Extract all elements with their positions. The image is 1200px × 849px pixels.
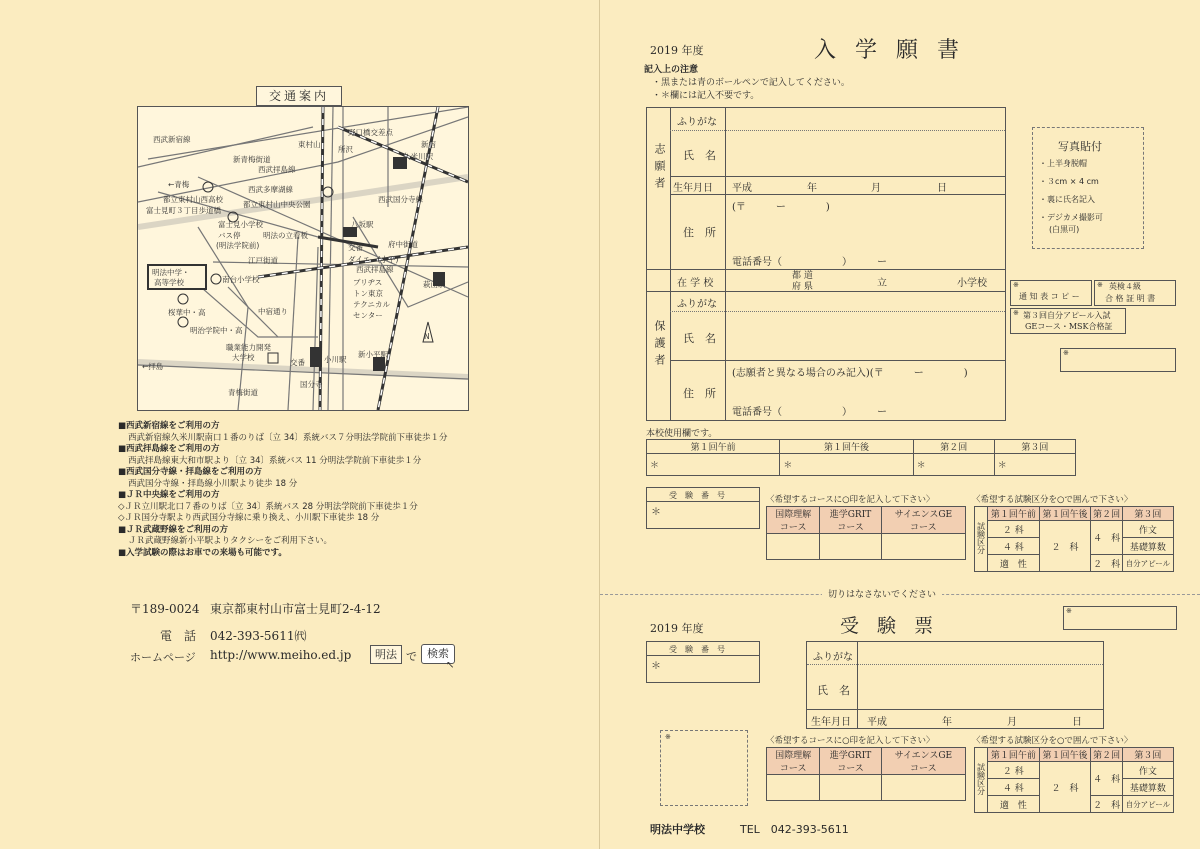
access-head: ■西武国分寺線・拝島線をご利用の方 (118, 467, 263, 477)
exam-opt[interactable]: ２ 科 (1091, 555, 1122, 572)
kubun-label: 試験区分 (975, 507, 988, 572)
address-label: 住 所 (683, 226, 716, 239)
ticket-name-block: ふりがな 氏 名 生年月日 平成 年 月 日 (806, 641, 1104, 729)
map-label: N (424, 332, 430, 341)
search-keyword-box: 明法 (370, 645, 402, 664)
course-table (766, 506, 966, 560)
guardian-address-label: 住 所 (683, 387, 716, 400)
map-label: 新青梅街道 (233, 155, 271, 164)
map-label: 大学校 (232, 353, 255, 362)
map-label: 交番 (348, 243, 363, 252)
map-label: 職業能力開発 (226, 343, 271, 352)
ticket-office-box: ※ (1063, 606, 1177, 630)
map-label: 江戸街道 (248, 256, 278, 265)
map-label: 明法中学・ (152, 268, 190, 277)
map-label: 西武新宿線 (153, 135, 191, 144)
left-page (0, 0, 599, 849)
homepage-url[interactable]: http://www.meiho.ed.jp (210, 648, 352, 662)
exam-opt[interactable]: ２ 科 (1039, 521, 1091, 572)
map-label: 高等学校 (154, 278, 184, 287)
school-label: 在 学 校 (677, 278, 714, 289)
exam-opt[interactable]: ４ 科 (1091, 521, 1122, 555)
map-label: トン東京 (353, 289, 383, 298)
access-body: ◇ＪＲ立川駅北口７番のりば〔立 34〕系統バス 28 分明法学院前下車徒歩１分 (118, 501, 418, 512)
prefecture-2: 府 県 (792, 282, 813, 292)
access-list (118, 421, 588, 559)
map-label: 南台小学校 (222, 275, 260, 284)
access-body: ◇ＪＲ国分寺駅より西武国分寺線に乗り換え、小川駅下車徒歩 18 分 (118, 513, 380, 523)
notice-2: ・＊欄には記入不要です。 (652, 91, 760, 101)
map-label: 都立東村山西高校 (163, 195, 223, 204)
elementary-label: 小学校 (957, 278, 987, 289)
exam-opt[interactable]: ２ 科 (988, 521, 1040, 538)
course-heading: 〈希望するコースに○印を記入して下さい〉 (766, 495, 935, 505)
ticket-year: 2019 年度 (650, 622, 704, 635)
notice-title: 記入上の注意 (644, 65, 699, 75)
course-science: サイエンスGE コース (881, 507, 965, 534)
course-grit: 進学GRIT コース (820, 507, 881, 534)
session-header: 第１回午後 (780, 440, 913, 454)
map-label: 小川駅 (324, 355, 347, 364)
photo-note-2: ・３cm × 4 cm (1039, 177, 1099, 186)
appeal-check[interactable]: ※ 第３回自分アピール入試 GEコース・MSK合格証 (1010, 308, 1126, 334)
photo-note-4: ・デジカメ撮影可 (1039, 213, 1103, 222)
map-label: ←拝島 (142, 362, 164, 371)
access-body: 西武拝島線東大和市駅より〔立 34〕系統バス 11 分明法学院前下車徒歩１分 (128, 455, 422, 466)
photo-note-1: ・上半身脱帽 (1039, 159, 1087, 168)
homepage-label: ホームページ (130, 651, 196, 664)
access-body: ＪＲ武蔵野線新小平駅よりタクシーをご利用下さい。 (128, 536, 333, 546)
session-table (646, 439, 1076, 476)
ticket-course-heading: 〈希望するコースに○印を記入して下さい〉 (766, 736, 935, 746)
guardian-label: 保護者 (653, 320, 666, 371)
ticket-school-name: 明法中学校 (650, 823, 705, 836)
ticket-exam-table: 試験区分 第１回午前 第１回午後 第２回 第３回 ２ 科 ２ 科 ４ 科 作文 ４ 科 基礎算数 適 性 ２ 科 自分アピール (974, 747, 1174, 813)
exam-heading: 〈希望する試験区分を○で囲んで下さい〉 (972, 495, 1133, 505)
access-body: 西武国分寺線・拝島線小川駅より徒歩 18 分 (128, 478, 298, 489)
ticket-photo-box: ※ (660, 730, 748, 806)
map-label: 西武拝島線 (356, 265, 394, 274)
map-label: (明法学院前) (216, 241, 260, 250)
access-head: ■西武新宿線をご利用の方 (118, 421, 220, 431)
map-label: 桜華中・高 (168, 308, 206, 317)
map-label: 八坂駅 (351, 220, 374, 229)
map-label: ブリヂス (353, 278, 383, 287)
session-cell: ＊ (913, 454, 994, 476)
map-label: 野口橋交差点 (348, 128, 393, 137)
birth-label: 生年月日 (673, 183, 713, 194)
exam-number-box: 受 験 番 号 ＊ (646, 487, 760, 529)
guardian-postal-field[interactable]: (志願者と異なる場合のみ記入)(〒 ー ) (732, 368, 968, 379)
name-label: 氏 名 (683, 149, 716, 162)
prefecture-1: 都 道 (792, 271, 813, 281)
search-button[interactable]: 検索 (421, 644, 455, 664)
tel-number: 042-393-5611㈹ (210, 629, 307, 643)
report-copy-check[interactable]: ※ 通 知 表 コ ピ ー (1010, 280, 1092, 306)
guardian-furigana-label: ふりがな (677, 299, 717, 310)
photo-box (1032, 127, 1144, 249)
access-map (137, 106, 469, 411)
map-label: 久米川駅 (403, 152, 433, 161)
ticket-title: 受 験 票 (840, 615, 940, 637)
course-choice[interactable] (881, 534, 965, 560)
photo-title: 写真貼付 (1058, 140, 1102, 153)
session-header: 第１回午前 (647, 440, 780, 454)
map-label: センター (353, 311, 383, 320)
map-title-box: 交通案内 (256, 86, 342, 106)
application-form (600, 0, 1200, 849)
notice-1: ・黒または青のボールペンで記入してください。 (652, 78, 850, 88)
postal-field[interactable]: (〒 ー ) (732, 202, 830, 213)
office-use-box: ※ (1060, 348, 1176, 372)
map-label: 富士見町３丁目歩道橋 (146, 206, 221, 215)
map-label: 新宿 (421, 140, 436, 149)
exam-opt[interactable]: 作文 (1122, 521, 1173, 538)
map-label: 明治学院中・高 (190, 326, 243, 335)
birth-year: 年 (807, 183, 817, 194)
course-choice[interactable] (820, 534, 881, 560)
eiken-check[interactable]: ※ 英検４級 合 格 証 明 書 (1094, 280, 1176, 306)
map-label: 明法の立看板 (263, 231, 308, 240)
session-header: 第３回 (994, 440, 1075, 454)
access-body: 西武新宿線久米川駅南口１番のりば〔立 34〕系統バス７分明法学院前下車徒歩１分 (128, 432, 448, 443)
map-label: 東村山 (298, 140, 321, 149)
guardian-name-label: 氏 名 (683, 332, 716, 345)
applicant-label: 志願者 (653, 143, 666, 194)
furigana-label: ふりがな (677, 117, 717, 128)
access-head: ■入学試験の際はお車での来場も可能です。 (118, 547, 287, 558)
map-drawing (138, 107, 468, 410)
applicant-block (646, 107, 1006, 292)
cursor-icon: ↖ (446, 660, 455, 671)
guardian-phone-field[interactable]: 電話番号（ ） ー (732, 407, 887, 418)
map-label: 西武拝島線 (258, 165, 296, 174)
map-label: バス停 (218, 231, 241, 240)
session-header: 第２回 (913, 440, 994, 454)
map-label: 都立東村山中央公園 (243, 200, 311, 209)
exam-table: 試験区分 第１回午前 第１回午後 第２回 第３回 ２ 科 ２ 科 ４ 科 作文 ４ 科 基礎算数 適 性 ２ 科 自分アピール (974, 506, 1174, 572)
session-cell: ＊ (780, 454, 913, 476)
map-label: 国分寺 (300, 380, 323, 389)
photo-note-3: ・裏に氏名記入 (1039, 195, 1095, 204)
map-label: 富士見小学校 (218, 220, 263, 229)
birth-day: 日 (937, 183, 947, 194)
exam-opt[interactable]: 適 性 (988, 555, 1040, 572)
search-de: で (406, 650, 417, 663)
course-choice[interactable] (767, 534, 820, 560)
exam-opt[interactable]: 基礎算数 (1122, 538, 1173, 555)
map-label: 交番 (290, 358, 305, 367)
exam-opt[interactable]: 自分アピール (1122, 555, 1173, 572)
ticket-exam-heading: 〈希望する試験区分を○で囲んで下さい〉 (972, 736, 1133, 746)
ritsu-label: 立 (877, 278, 887, 289)
phone-field[interactable]: 電話番号（ ） ー (732, 257, 887, 268)
course-intl: 国際理解 コース (767, 507, 820, 534)
session-cell: ＊ (994, 454, 1075, 476)
postal-code: 〒189-0024 (130, 602, 200, 616)
map-label: 新小平駅 (358, 350, 388, 359)
ticket-exam-number: 受 験 番 号 ＊ (646, 641, 760, 683)
map-label: 西武国分寺線 (378, 195, 423, 204)
cut-notice: 切りはなさないでください (822, 587, 942, 600)
map-label: 府中街道 (388, 240, 418, 249)
guardian-block (646, 290, 1006, 421)
app-title: 入 学 願 書 (814, 38, 965, 63)
exam-opt[interactable]: ４ 科 (988, 538, 1040, 555)
map-label: 青梅街道 (228, 388, 258, 397)
access-head: ■ＪＲ中央線をご利用の方 (118, 490, 220, 500)
app-year: 2019 年度 (650, 44, 704, 57)
map-label: テクニカル (353, 300, 391, 309)
map-label: ダイエー(小平) (348, 255, 399, 264)
map-label: 萩山駅 (423, 280, 446, 289)
school-address: 東京都東村山市富士見町2-4-12 (210, 602, 381, 616)
photo-note-5: (白黒可) (1049, 225, 1080, 234)
ticket-course-table: 国際理解 コース 進学GRIT コース サイエンスGE コース (766, 747, 966, 801)
map-label: 中宿通り (258, 307, 288, 316)
birth-era: 平成 (732, 183, 752, 194)
birth-month: 月 (871, 183, 881, 194)
map-label: ←青梅 (168, 180, 190, 189)
access-head: ■ＪＲ武蔵野線をご利用の方 (118, 524, 229, 535)
session-cell: ＊ (647, 454, 780, 476)
tel-label: 電 話 (160, 629, 197, 643)
map-label: 西武多摩湖線 (248, 185, 293, 194)
school-use-label: 本校使用欄です。 (646, 429, 718, 439)
access-head: ■西武拝島線をご利用の方 (118, 444, 220, 454)
map-label: 所沢 (338, 145, 353, 154)
ticket-tel: TEL 042-393-5611 (740, 823, 849, 836)
